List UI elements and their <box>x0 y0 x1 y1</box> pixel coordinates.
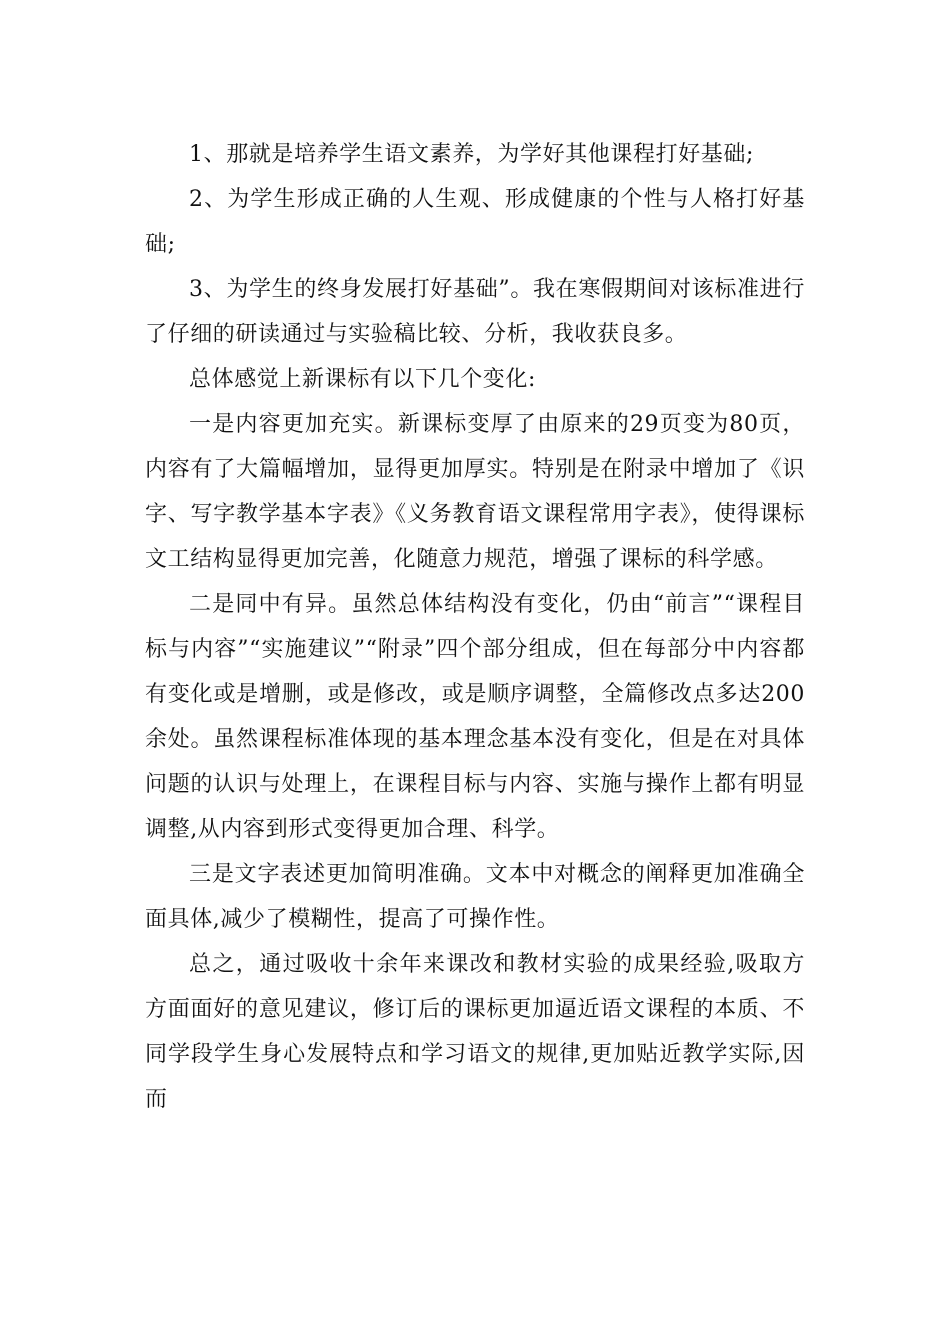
paragraph-6: 二是同中有异。虽然总体结构没有变化，仍由“前言”“课程目标与内容”“实施建议”“附录”四个部分组成，但在每部分中内容都有变化或是增删，或是修改，或是顺序调整，全篇修改点多达200余处。虽然课程标准体现的基本理念基本没有变化，但是在对具体问题的认识与处理上，在课程目标与内容、实施与操作上都有明显调整,从内容到形式变得更加合理、科学。 <box>145 592 805 842</box>
paragraph-7: 三是文字表述更加简明准确。文本中对概念的阐释更加准确全面具体,减少了模糊性，提高了可操作性。 <box>145 862 805 932</box>
document-body <box>145 132 805 1122</box>
paragraph-1: 1、那就是培养学生语文素养，为学好其他课程打好基础; <box>189 142 755 167</box>
paragraph-2: 2、为学生形成正确的人生观、形成健康的个性与人格打好基础; <box>145 187 805 257</box>
paragraph-5: 一是内容更加充实。新课标变厚了由原来的29页变为80页，内容有了大篇幅增加，显得更加厚实。特别是在附录中增加了《识字、写字教学基本字表》《义务教育语文课程常用字表》，使得课标文工结构显得更加完善，化随意力规范，增强了课标的科学感。 <box>145 412 805 572</box>
paragraph-8: 总之，通过吸收十余年来课改和教材实验的成果经验,吸取方方面面好的意见建议，修订后的课标更加逼近语文课程的本质、不同学段学生身心发展特点和学习语文的规律,更加贴近教学实际,因而 <box>145 952 805 1112</box>
paragraph-3: 3、为学生的终身发展打好基础”。我在寒假期间对该标准进行了仔细的研读通过与实验稿比较、分析，我收获良多。 <box>145 277 805 347</box>
paragraph-4: 总体感觉上新课标有以下几个变化: <box>189 367 537 392</box>
